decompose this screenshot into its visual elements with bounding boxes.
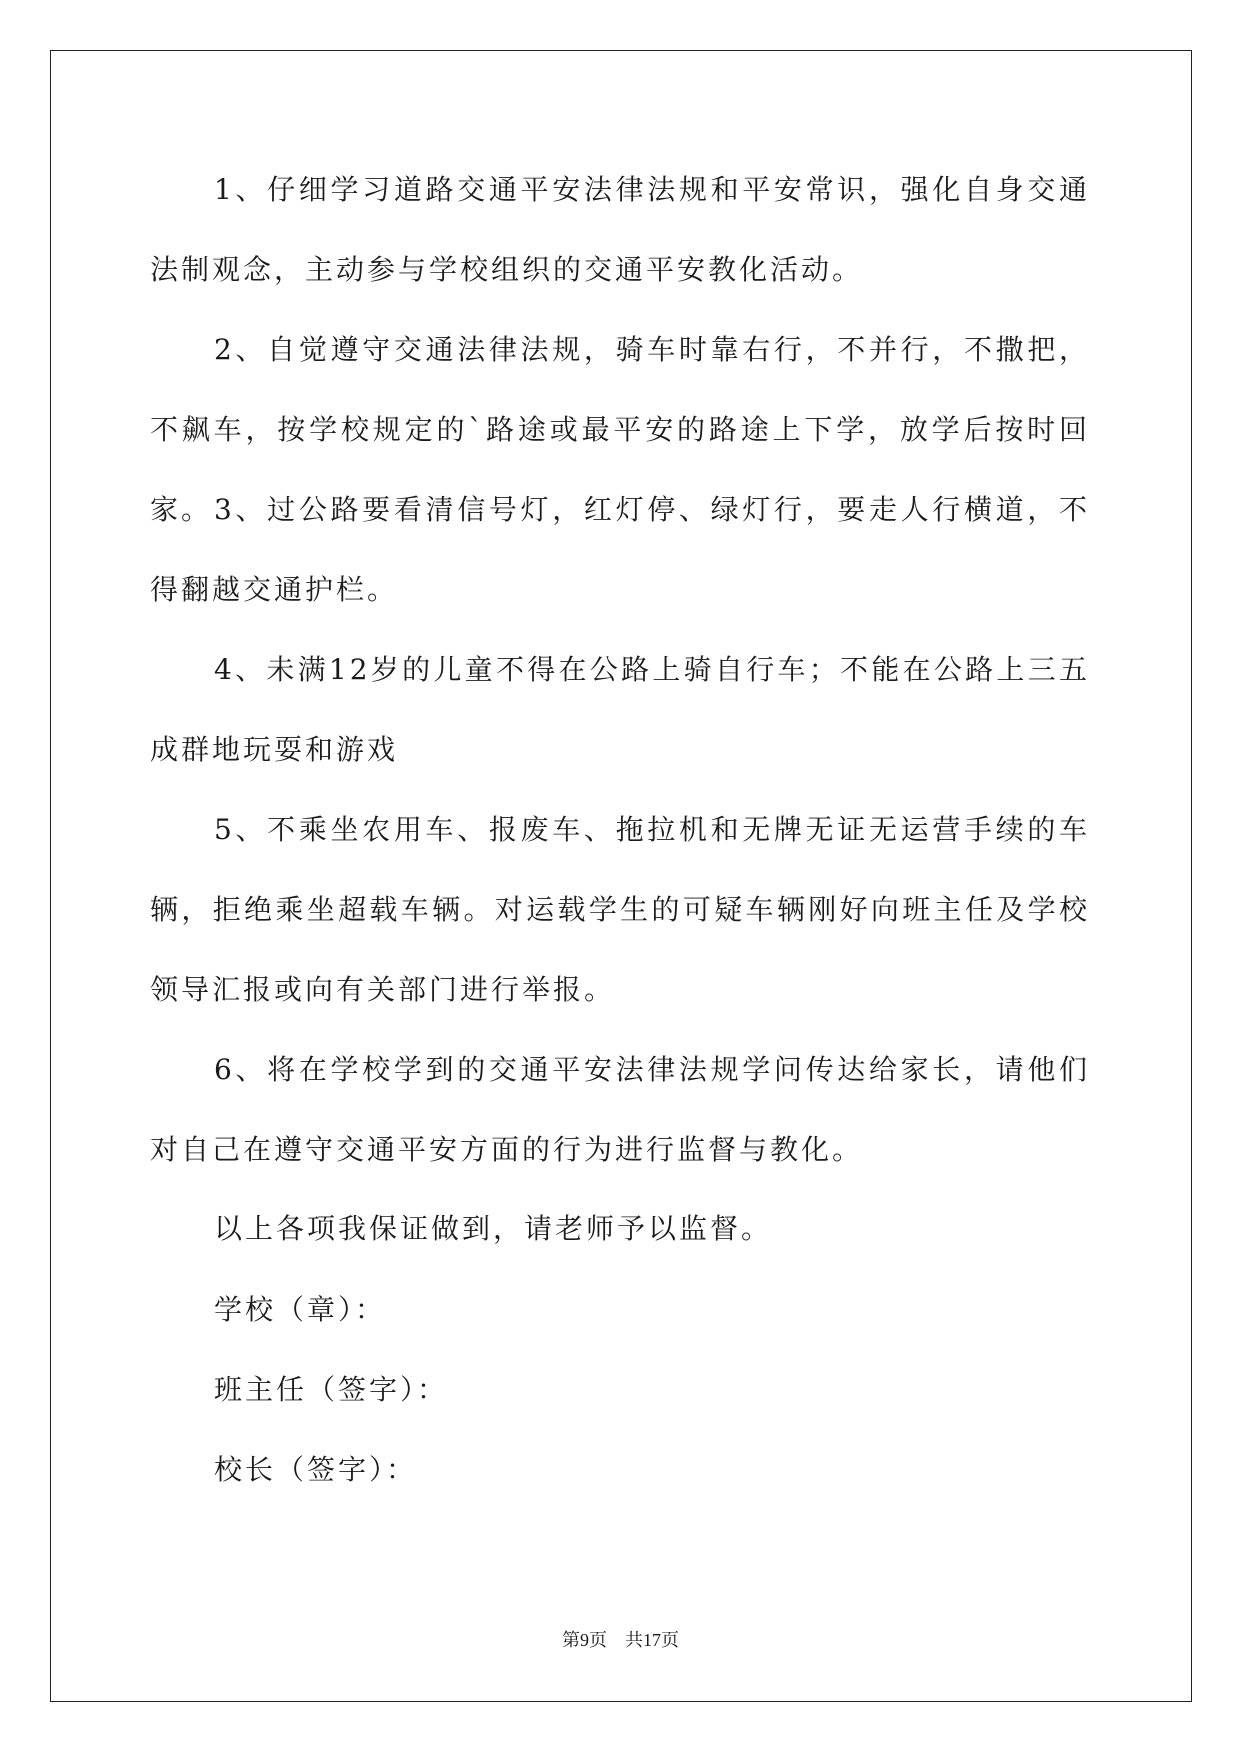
paragraph-4: 4、未满12岁的儿童不得在公路上骑自行车；不能在公路上三五成群地玩耍和游戏 [150,653,1090,766]
pledge-statement: 以上各项我保证做到，请老师予以监督。 [214,1212,773,1245]
school-seal-field: 学校（章）： [214,1293,387,1326]
paragraph-6: 6、将在学校学到的交通平安法律法规学问传达给家长，请他们对自己在遵守交通平安方面的行为进行监督与教化。 [150,1053,1090,1166]
paragraph-5: 5、不乘坐农用车、报废车、拖拉机和无牌无证无运营手续的车辆，拒绝乘坐超载车辆。对运载学生的可疑车辆刚好向班主任及学校领导汇报或向有关部门进行举报。 [150,813,1090,1006]
principal-signature-field: 校长（签字）： [214,1453,418,1486]
paragraph-1: 1、仔细学习道路交通平安法律法规和平安常识，强化自身交通法制观念，主动参与学校组织的交通平安教化活动。 [150,173,1090,286]
paragraph-3: 3、过公路要看清信号灯，红灯停、绿灯行，要走人行横道，不得翻越交通护栏。 [150,493,1090,606]
head-teacher-signature-field: 班主任（签字）： [214,1373,449,1406]
page-number-footer: 第9页 共17页 [562,1630,679,1650]
paragraph-2: 2、自觉遵守交通法律法规，骑车时靠右行，不并行，不撒把，不飙车，按学校规定的`路途或最平安的路途上下学，放学后按时回家。 [150,333,1090,526]
